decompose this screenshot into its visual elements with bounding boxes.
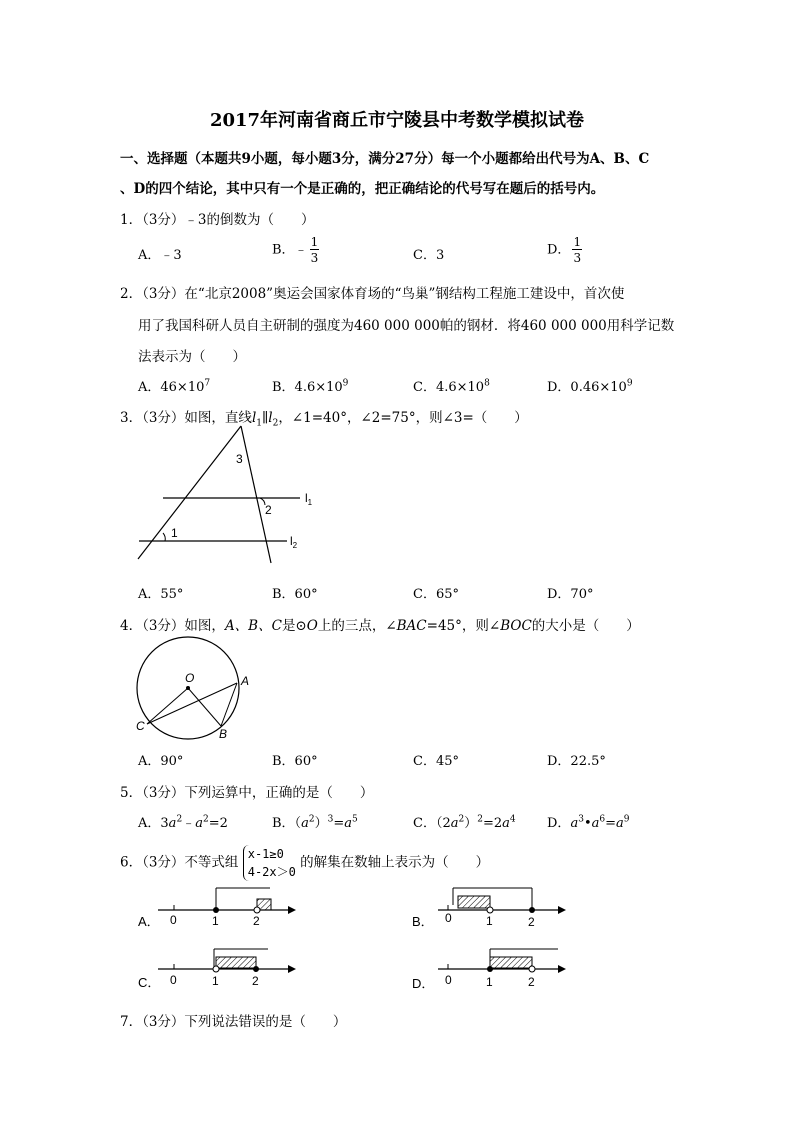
q6-inequality-system: x-1≥0 4-2x＞0 [243,845,296,881]
q3-figure [130,425,330,570]
tick-label-2: 2 [252,974,259,988]
q1-option-a: A．﹣3 [138,248,182,263]
transversal-right [241,426,271,563]
q2-option-c: C．$4.6\times 10^8$ [413,378,490,395]
angle-label-3: 3 [236,452,243,466]
q2-stem-line1: 2．（3分）在“北京2008”奥运会国家体育场的“鸟巢”钢结构工程施工建设中，首次使 [120,286,625,302]
point-2-open [529,966,535,972]
angle-label-1: 1 [171,526,178,540]
section-heading-line1: 一、选择题（本题共9小题，每小题3分，满分27分）每一个小题都给出代号为A、B、C [120,151,650,167]
option-label: C． [138,975,161,990]
tick-label-1: 1 [212,974,219,988]
q2-option-b: B．$4.6\times 10^9$ [272,378,349,395]
q3-option-d: D．70° [547,587,594,602]
point-1-solid [487,966,493,972]
axis-arrow [288,906,296,914]
q1-option-d: D． $\frac{1}{3}$ [547,235,582,265]
q5-option-b: B．$(a^2)^3=a^5$ [272,814,358,831]
axis-arrow [558,965,566,973]
hatched-region [458,896,490,908]
q4-option-b: B．60° [272,754,318,769]
q4-stem: 4．（3分）如图，A、B、C是⊙O上的三点，∠BAC=45°，则∠BOC的大小是（ ） [120,618,640,634]
point-label-o: O [185,671,195,685]
section-heading-line2: 、D的四个结论，其中只有一个是正确的，把正确结论的代号写在题后的括号内。 [120,181,605,197]
q2-stem-line2: 用了我国科研人员自主研制的强度为460 000 000帕的钢材．将460 000 000用科学记数 [138,318,675,334]
q1-option-c: C．3 [413,248,445,263]
tick-label-2: 2 [253,914,260,928]
point-2-solid [253,966,259,972]
tick-label-0: 0 [445,973,452,987]
hatched-region [216,957,256,968]
tick-label-0: 0 [170,973,177,987]
q3-option-a: A．55° [138,587,184,602]
q6-option-c-numberline [130,945,310,1001]
line-label-l1: $l_1$ [305,491,313,507]
tick-label-0: 0 [170,913,177,927]
q5-option-a: A．$3a^2﹣a^2=2$ [138,814,228,831]
tick-label-1: 1 [486,914,493,928]
q5-option-d: D．$a^3•a^6=a^9$ [547,814,630,831]
tick-label-2: 2 [528,975,535,989]
option-label: B． [412,914,434,929]
point-2-open [254,907,260,913]
q4-figure [130,636,260,744]
q3-stem: 3．（3分）如图，直线$l_1\parallel l_2$，∠1=40°，∠2=75°，则∠3=（ ） [120,410,528,429]
q4-option-a: A．90° [138,754,184,769]
segment-oc [147,688,188,724]
tick-label-1: 1 [486,975,493,989]
tick-label-2: 2 [528,915,535,929]
q1-option-b: B．﹣ $\frac{1}{3}$ [272,235,319,265]
line-label-l2: $l_2$ [290,534,298,550]
point-label-b: B [219,727,228,741]
q3-option-c: C．65° [413,587,459,602]
option-label: A． [138,914,160,929]
point-label-a: A [241,674,250,688]
point-2-solid [529,907,535,913]
q7-stem: 7．（3分）下列说法错误的是（ ） [120,1014,347,1030]
q2-option-d: D．$0.46\times 10^9$ [547,378,633,395]
point-label-c: C [136,719,145,733]
q6-option-b-numberline [410,875,580,935]
q1-stem: 1．（3分）﹣3的倒数为（ ） [120,212,315,228]
point-1-open [213,966,219,972]
hatched-region [490,957,532,968]
q6-option-a-numberline [130,875,310,935]
axis-arrow [288,965,296,973]
tick-label-1: 1 [212,914,219,928]
q6-option-d-numberline [410,945,580,1001]
segment-ob [188,688,221,726]
q4-option-c: C．45° [413,754,459,769]
q2-option-a: A．$46\times 10^7$ [138,378,211,395]
q3-option-b: B．60° [272,587,318,602]
page-title: 2017年河南省商丘市宁陵县中考数学模拟试卷 [209,110,585,131]
q5-stem: 5．（3分）下列运算中，正确的是（ ） [120,785,374,801]
transversal-left [138,426,241,559]
angle-1-arc [163,533,165,541]
option-label: D． [412,976,435,991]
q5-option-c: C．$(2a^2)^2=2a^4$ [413,814,516,831]
q6-stem: 6．（3分）不等式组 x-1≥0 4-2x＞0 的解集在数轴上表示为（ ） [120,847,490,879]
q4-option-d: D．22.5° [547,754,606,769]
point-1-open [487,907,493,913]
axis-arrow [558,906,566,914]
q2-stem-line3: 法表示为（ ） [138,349,246,365]
angle-label-2: 2 [265,503,272,517]
center-point [186,686,190,690]
tick-label-0: 0 [445,911,452,925]
point-1-solid [213,907,219,913]
